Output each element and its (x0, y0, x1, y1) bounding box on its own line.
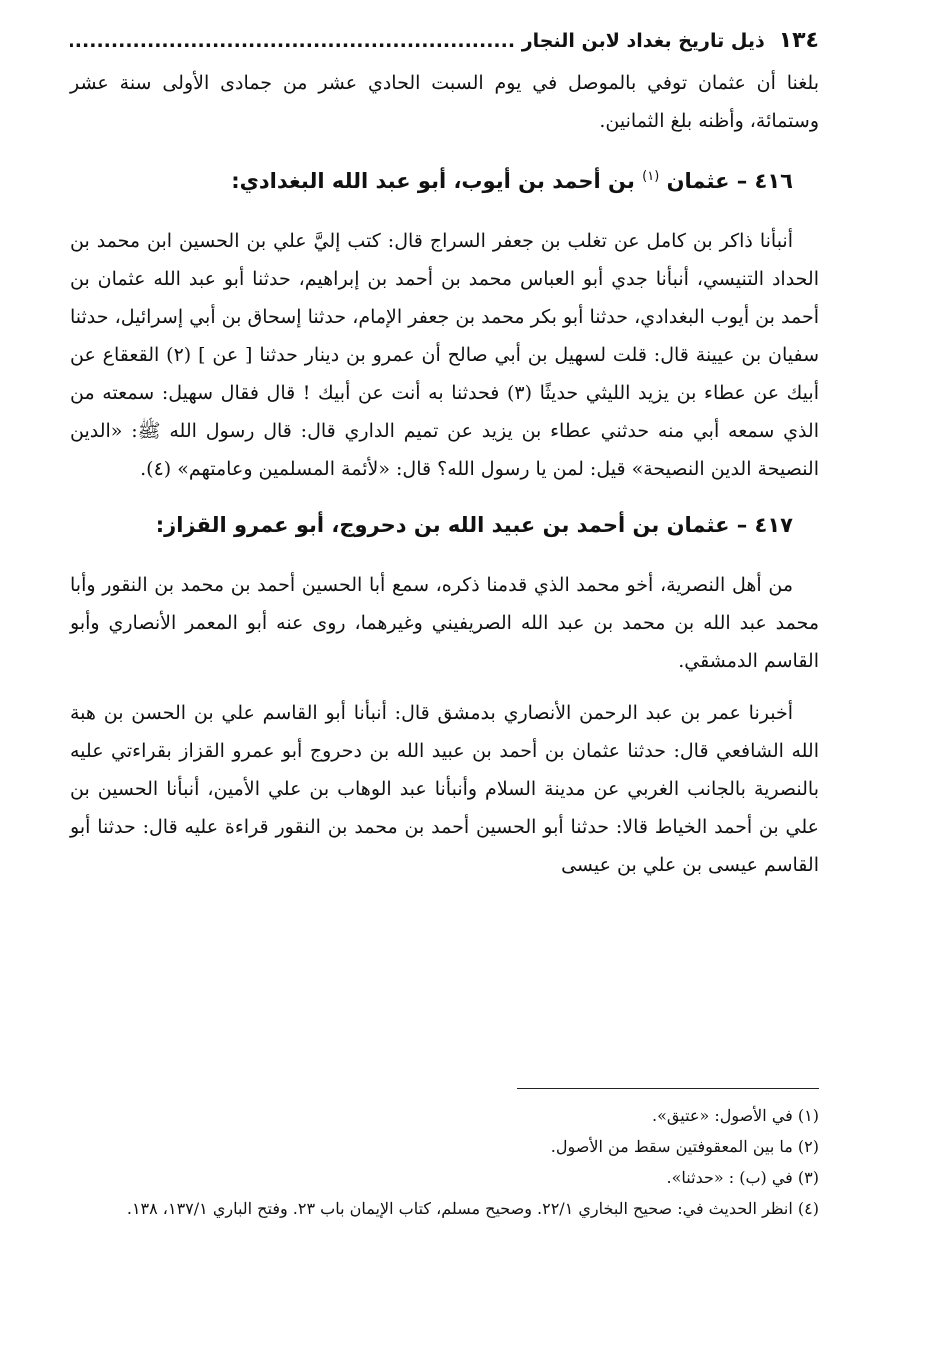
footnote-4: (٤) انظر الحديث في: صحيح البخاري ٢٢/١. وصحيح مسلم، كتاب الإيمان باب ٢٣. وفتح الباري ١٣٧/١، ١٣٨. (126, 1199, 819, 1218)
footnote-ref-1: (١) (642, 169, 660, 184)
intro-paragraph: بلغنا أن عثمان توفي بالموصل في يوم السبت الحادي عشر من جمادى الأولى سنة عشر وستمائة، وأظنه بلغ الثمانين. (70, 72, 819, 132)
entry-416-heading-end: بن أحمد بن أيوب، أبو عبد الله البغدادي: (231, 169, 635, 193)
entry-417-heading: ٤١٧ – عثمان بن أحمد بن عبيد الله بن دحروج، أبو عمرو القزاز: (155, 513, 793, 537)
footnote-divider (517, 1088, 819, 1089)
page-number: ١٣٤ (778, 28, 819, 53)
footnote-3: (٣) في (ب) : «حدثنا». (666, 1168, 819, 1187)
entry-417-paragraph-1: من أهل النصرية، أخو محمد الذي قدمنا ذكره، سمع أبا الحسين أحمد بن محمد بن النقور وأبا محمد عبد الله بن محمد بن عبد الله الصريفيني وغيرهما، روى عنه أبو المعمر الأنصاري وأبو القاسم الدمشقي. (70, 574, 819, 672)
entry-416-heading-start: ٤١٦ – عثمان (666, 169, 793, 193)
footnotes (80, 1100, 819, 1224)
book-page (70, 28, 819, 884)
book-title: ذيل تاريخ بغداد لابن النجار ..... (70, 30, 765, 52)
running-head (70, 28, 819, 62)
entry-416-paragraph: أنبأنا ذاكر بن كامل عن تغلب بن جعفر السراج قال: كتب إليَّ علي بن الحسين ابن محمد بن الحداد التنيسي، أنبأنا جدي أبو العباس محمد بن أحمد بن إبراهيم، حدثنا أبو عبد الله عثمان بن أحمد بن أيوب البغدادي، حدثنا أبو بكر محمد بن جعفر الإمام، حدثنا إسحاق بن أبي إسرائيل، حدثنا سفيان بن عيينة قال: قلت لسهيل بن أبي صالح أن عمرو بن دينار حدثنا [ عن ] (٢) القعقاع عن أبيك عن عطاء بن يزيد الليثي حديثًا (٣) فحدثنا به أنت عن أبيك ! قال فقال سهيل: سمعته من الذي سمعه أبي منه حدثني عطاء بن يزيد عن تميم الداري قال: قال رسول الله ﷺ: «الدين النصيحة الدين النصيحة» قيل: لمن يا رسول الله؟ قال: «لأئمة المسلمين وعامتهم» (٤). (70, 230, 820, 480)
footnote-1: (١) في الأصول: «عتيق». (652, 1106, 819, 1125)
entry-416-heading (70, 158, 819, 200)
footnote-2: (٢) ما بين المعقوفتين سقط من الأصول. (550, 1137, 819, 1156)
entry-417-paragraph-2: أخبرنا عمر بن عبد الرحمن الأنصاري بدمشق قال: أنبأنا أبو القاسم علي بن الحسن بن هبة الله الشافعي قال: حدثنا عثمان بن أحمد بن عبيد الله بن دحروج أبو عمرو القزاز بقراءتي عليه بالنصرية بالجانب الغربي عن مدينة السلام وأنبأنا عبد الوهاب بن علي الأمين، أنبأنا الحسين بن علي بن أحمد الخياط قالا: حدثنا أبو الحسين أحمد بن محمد بن النقور قراءة عليه قال: حدثنا أبو القاسم عيسى بن علي بن عيسى (70, 702, 819, 876)
